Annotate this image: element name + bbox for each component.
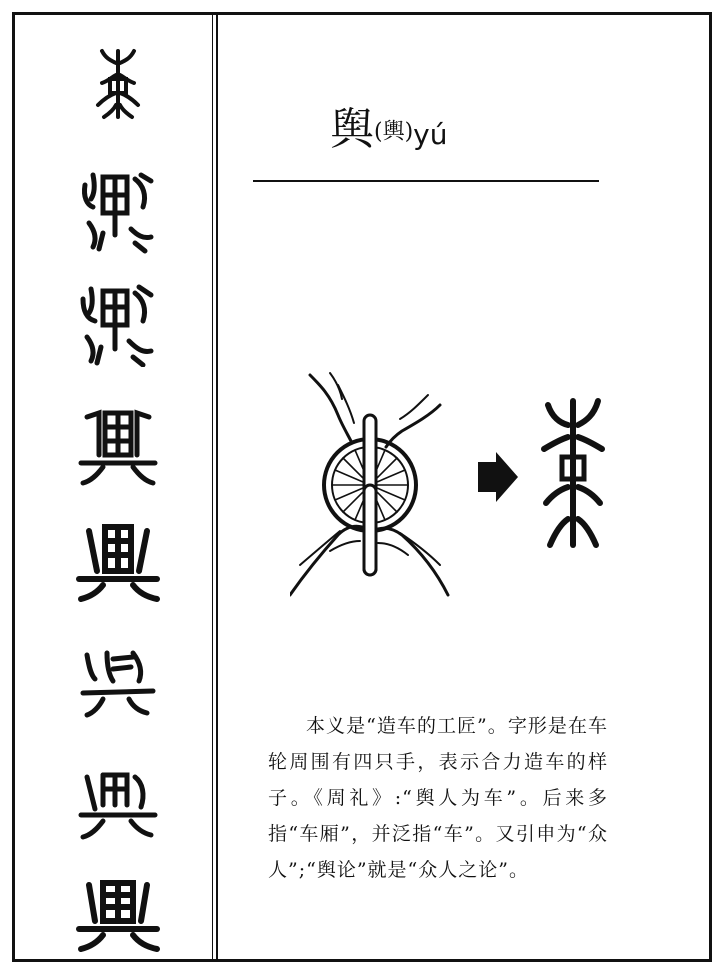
description-text: 本义是“造车的工匠”。字形是在车轮周围有四只手，表示合力造车的样子。《周礼》:“舆人为车”。后来多指“车厢”，并泛指“车”。又引申为“众人”;“舆论”就是“众人之论”。 [268, 715, 608, 881]
arrow-icon [478, 452, 518, 502]
traditional-character: (輿) [374, 119, 414, 145]
character-heading [330, 100, 448, 165]
pinyin: yú [413, 118, 448, 151]
glyph-evolution-column [15, 15, 211, 959]
glyph-bronze-1 [73, 165, 163, 255]
glyph-clerical [73, 515, 163, 605]
title-underline [253, 180, 599, 182]
column-divider [216, 12, 218, 962]
column-divider-inner [212, 12, 213, 962]
glyph-bronze-2 [73, 277, 163, 367]
oracle-bone-glyph-large [538, 395, 608, 555]
glyph-cursive [73, 645, 163, 725]
glyph-regular [73, 875, 163, 955]
simplified-character: 舆 [330, 104, 374, 155]
hands-wheel-illustration [290, 365, 450, 605]
glyph-small-seal [73, 399, 163, 489]
glyph-oracle-bone [73, 43, 163, 123]
glyph-running [73, 765, 163, 845]
character-description [268, 708, 608, 888]
